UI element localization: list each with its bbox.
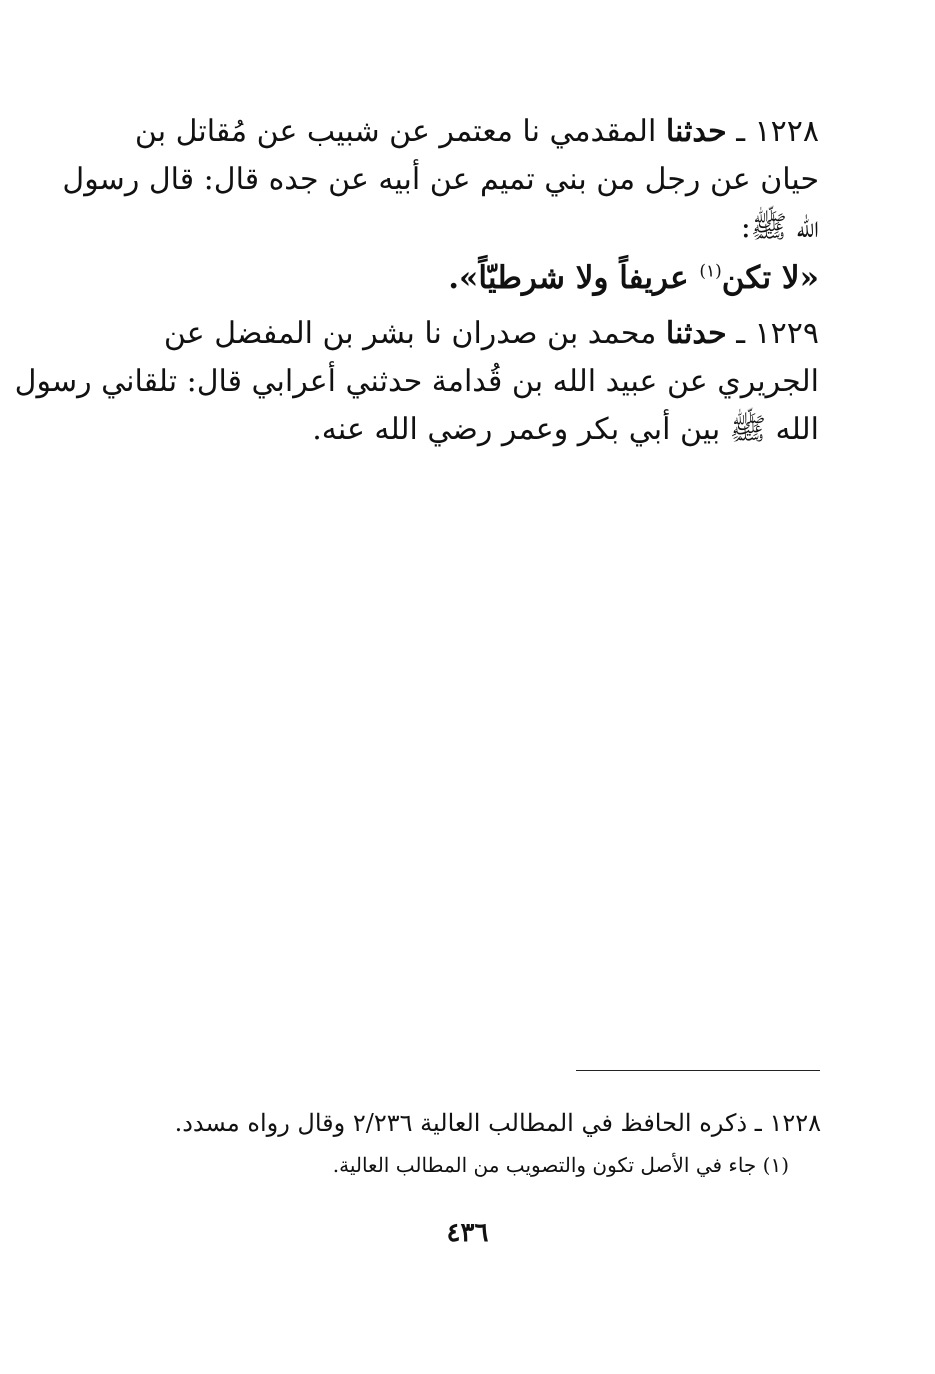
hadith-1228-line-3: الله ﷺ: xyxy=(740,210,819,245)
hadith-1229-line-2: الجريري عن عبيد الله بن قُدامة حدثني أعرابي قال: تلقاني رسول xyxy=(14,364,819,399)
hadith-text: محمد بن صدران نا بشر بن المفضل عن xyxy=(163,316,657,351)
footnote-ref: (١) xyxy=(699,261,722,282)
hadith-1229 xyxy=(14,310,819,454)
hadith-1229-line-3: الله ﷺ بين أبي بكر وعمر رضي الله عنه. xyxy=(312,412,819,447)
quote-text-start: «لا تكن xyxy=(721,260,819,296)
footnote-divider xyxy=(576,1070,820,1071)
page-number: ٤٣٦ xyxy=(446,1218,489,1248)
quote-text-end: عريفاً ولا شرطيّاً». xyxy=(448,260,689,296)
hadith-number: ١٢٢٨ ـ xyxy=(736,114,819,149)
footnote-1228: ١٢٢٨ ـ ذكره الحافظ في المطالب العالية ٢/٢٣٦ وقال رواه مسدد. xyxy=(174,1109,821,1137)
hadith-lead-word: حدثنا xyxy=(665,316,727,351)
hadith-text: المقدمي نا معتمر عن شبيب عن مُقاتل بن xyxy=(134,114,657,149)
hadith-1228 xyxy=(62,108,819,302)
prophetic-quote xyxy=(147,254,819,302)
hadith-1228-line-2: حيان عن رجل من بني تميم عن أبيه عن جده قال: قال رسول xyxy=(62,162,819,197)
footnote-1: (١) جاء في الأصل تكون والتصويب من المطالب العالية. xyxy=(332,1153,789,1177)
hadith-1228-line-1 xyxy=(134,108,819,156)
hadith-number: ١٢٢٩ ـ xyxy=(736,316,819,351)
hadith-1229-line-1 xyxy=(147,310,819,358)
hadith-lead-word: حدثنا xyxy=(665,114,727,149)
